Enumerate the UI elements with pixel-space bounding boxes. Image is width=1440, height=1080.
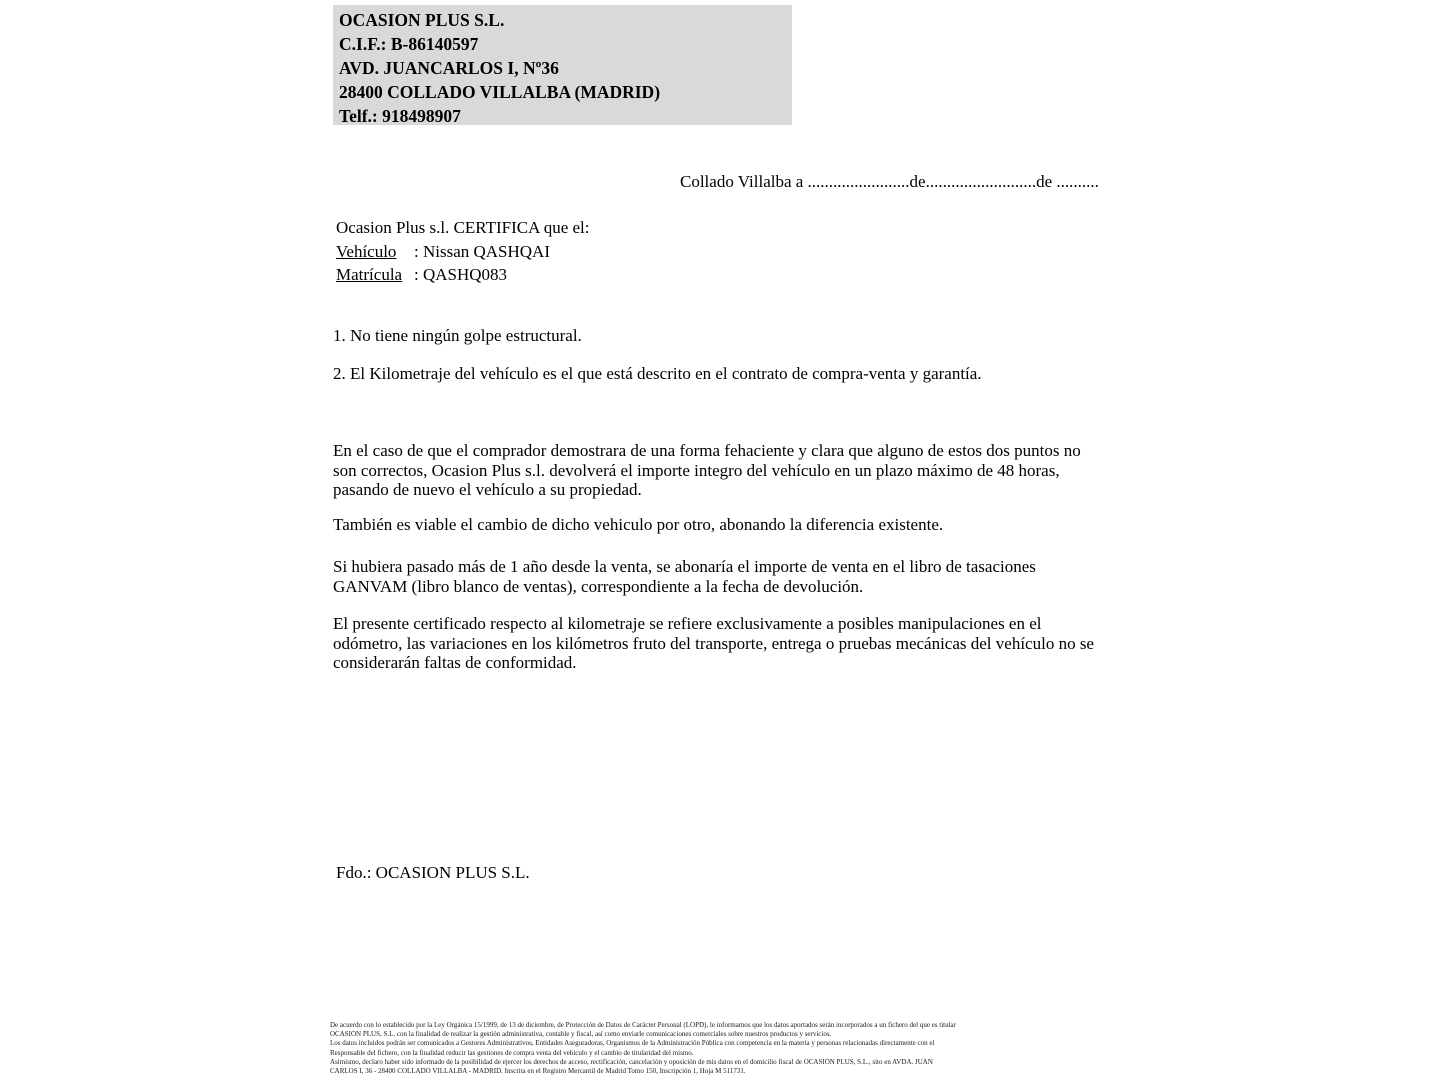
paragraph-vehicle-swap: También es viable el cambio de dicho vehiculo por otro, abonando la diferencia existente.: [333, 515, 944, 534]
company-address: AVD. JUANCARLOS I, Nº36: [339, 58, 559, 78]
certification-block: [336, 216, 590, 287]
company-phone: Telf.: 918498907: [339, 106, 461, 126]
certification-point-1: 1. No tiene ningún golpe estructural.: [333, 326, 582, 345]
legal-line: Responsable del fichero, con la finalidad reducir las gestiones de compra venta del vehículo y el cambio de titularidad del mismo.: [330, 1048, 694, 1057]
company-cif: C.I.F.: B-86140597: [339, 34, 479, 54]
paragraph-odometer-scope: El presente certificado respecto al kilometraje se refiere exclusivamente a posibles manipulaciones en el odómetro, las variaciones en los kilómetros fruto del transporte, entrega o pruebas mecánicas del vehículo no se considerarán faltas de conformidad.: [333, 614, 1094, 672]
legal-line: CARLOS I, 36 - 28400 COLLADO VILLALBA - MADRID. Inscrita en el Registro Mercantil de Madrid Tomo 150, Inscripción 1, Hoja M 511731.: [330, 1067, 746, 1076]
legal-line: Asimismo, declaro haber sido informado de la posibilidad de ejercer los derechos de acceso, rectificación, cancelación y oposición de mis datos en el domicilio fiscal de OCASIÓN PLUS, S.L., sito en AVDA. JUAN: [330, 1057, 933, 1066]
company-name: OCASION PLUS S.L.: [339, 10, 505, 30]
legal-line: Los datos incluidos podrán ser comunicados a Gestores Administrativos, Entidades Aseguradoras, Organismos de la Administración Pública con competencia en la materia y personas relacionadas directamente con el: [330, 1039, 935, 1048]
legal-line: OCASIÓN PLUS, S.L. con la finalidad de realizar la gestión administrativa, contable y fiscal, así como enviarle comunicaciones comerciales sobre nuestros productos y servicios.: [330, 1030, 832, 1039]
legal-line: De acuerdo con lo establecido por la Ley Orgánica 15/1999, de 13 de diciembre, de Protección de Datos de Carácter Personal (LOPD), le informamos que los datos aportados serán incorporados a un fichero del que es titular: [330, 1021, 956, 1029]
plate-label: Matrícula: [336, 265, 403, 284]
signature-line: Fdo.: OCASION PLUS S.L.: [336, 863, 530, 882]
plate-value: : QASHQ083: [414, 265, 508, 284]
certification-point-2: 2. El Kilometraje del vehículo es el que está descrito en el contrato de compra-venta y garantía.: [333, 364, 982, 383]
certification-intro: Ocasion Plus s.l. CERTIFICA que el:: [336, 218, 590, 237]
vehicle-value: : Nissan QASHQAI: [414, 241, 550, 261]
company-letterhead: [333, 5, 792, 125]
vehicle-row: [336, 240, 590, 264]
paragraph-after-one-year: Si hubiera pasado más de 1 año desde la venta, se abonaría el importe de venta en el libro de tasaciones GANVAM (libro blanco de ventas), correspondiente a la fecha de devolución.: [333, 557, 1036, 596]
date-line: Collado Villalba a ........................de..........................de ..........: [680, 172, 1099, 191]
legal-footer: [330, 1021, 1110, 1076]
company-city: 28400 COLLADO VILLALBA (MADRID): [339, 82, 661, 102]
plate-row: [336, 263, 590, 287]
vehicle-label: Vehículo: [336, 241, 397, 261]
paragraph-refund-terms: En el caso de que el comprador demostrara de una forma fehaciente y clara que alguno de estos dos puntos no son correctos, Ocasion Plus s.l. devolverá el importe integro del vehículo en un plazo máximo de 48 horas, pasando de nuevo el vehículo a su propiedad.: [333, 441, 1081, 499]
